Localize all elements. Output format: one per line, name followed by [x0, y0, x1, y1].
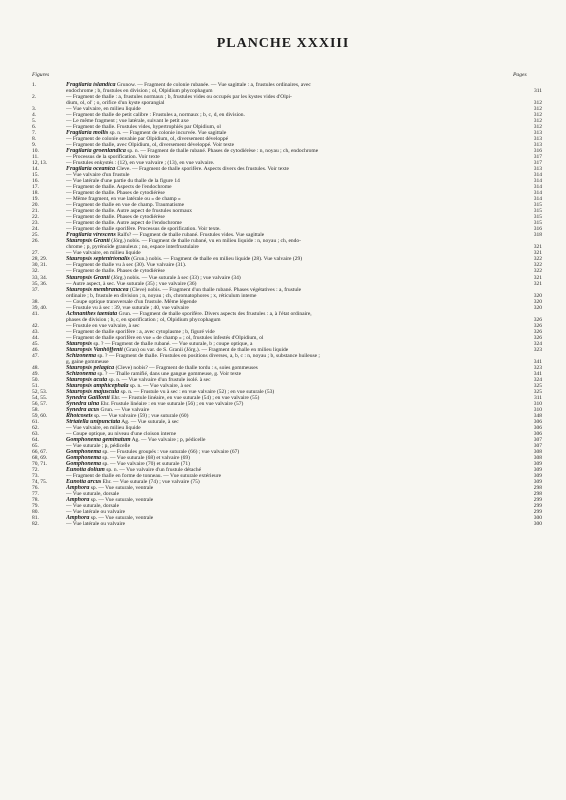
- figure-number: 51.: [32, 382, 39, 389]
- figure-number: 52, 53.: [32, 388, 48, 395]
- page-number: 315: [533, 208, 542, 215]
- figure-number: 27.: [32, 250, 39, 257]
- page-number: 310: [533, 400, 542, 407]
- page-number: 314: [533, 190, 542, 197]
- species-name: Fragilaria mollis: [66, 130, 109, 137]
- description-text: sp. — Vue valvaire (59) ; vue suturale (60): [92, 412, 189, 419]
- page-number: 298: [533, 485, 542, 492]
- description-text: — Fragment de thalle : a, frustules normaux ; b, frustules vides ou occupés par les kystes vides d'Olpi-: [66, 94, 292, 101]
- figure-number: 11.: [32, 154, 39, 161]
- page-number: 341: [533, 370, 542, 377]
- species-name: Stauropsis septentrionalis: [66, 256, 130, 263]
- description-text: — Fragment de thalle. Frustules vides, hypertrophiés par Olpidium, ol: [66, 124, 221, 131]
- page-number: 300: [533, 515, 542, 522]
- description-text: sp. — Vue suturale, ventrale: [89, 515, 154, 522]
- description-text: — Fragment de thalle en vue de champ. Traumatisme: [66, 202, 185, 209]
- page-number: 325: [533, 388, 542, 395]
- species-name: Rhoicoseis: [66, 412, 93, 419]
- figure-number: 64.: [32, 436, 39, 443]
- page-number: 313: [533, 136, 542, 143]
- figure-number: 47.: [32, 352, 39, 359]
- page-number: 308: [533, 454, 542, 461]
- description-text: Ehr. Frustule linéaire : en vue suturale (56) ; en vue valvaire (57): [99, 400, 244, 407]
- description-text: — Autre aspect, à sec. Vue suturale (35) ; vue valvaire (36): [66, 280, 197, 287]
- figure-number: 78.: [32, 497, 39, 504]
- figure-number: 35, 36.: [32, 280, 48, 287]
- description-text: — Processus de la sporification. Voir texte: [66, 154, 160, 161]
- figure-number: 4.: [32, 112, 37, 119]
- page-number: 341: [533, 358, 542, 365]
- figure-number: 73.: [32, 473, 39, 480]
- page-number: 316: [533, 148, 542, 155]
- figure-number: 18.: [32, 190, 39, 197]
- species-name: Schizonema: [66, 370, 97, 377]
- figure-number: 22.: [32, 214, 39, 221]
- description-text: — Fragment de thalle de petit calibre : Frustules a, normaux ; b, c, d, en division.: [66, 112, 245, 119]
- page-number: 306: [533, 424, 542, 431]
- page-number: 308: [533, 448, 542, 455]
- figure-number: 23.: [32, 220, 39, 227]
- species-name: Stauropsis amphicephala: [66, 382, 129, 389]
- page-number: 312: [533, 118, 542, 125]
- figure-number: 65.: [32, 442, 39, 449]
- species-name: Schizonema: [66, 352, 97, 359]
- description-text: Ehr. — Frustule linéaire, en vue suturale (54) ; en vue valvaire (55): [109, 394, 260, 401]
- description-text: — Vue valvaire, en milieu liquide: [66, 424, 141, 431]
- page-number: 322: [533, 268, 542, 275]
- page-number: 316: [533, 226, 542, 233]
- page-number: 312: [533, 124, 542, 131]
- figure-number: 70, 71.: [32, 460, 48, 467]
- description-text: Ehr. — Vue suturale (74) ; vue valvaire (75): [101, 479, 200, 486]
- description-text: — Vue valvaire, en milieu liquide: [66, 250, 141, 257]
- description-text: Grun. — Fragment de thalle sporifère. Divers aspects des frustules : a, à l'état ordinaire,: [117, 310, 312, 317]
- description-text: chrome ; p, pyrénoïde granuleux ; no, espace interfrustulaire: [66, 244, 199, 251]
- species-name: Stauropsis: [66, 340, 93, 347]
- page-number: 326: [533, 334, 542, 341]
- page-number: 299: [533, 509, 542, 516]
- figure-number: 9.: [32, 142, 37, 149]
- page-number: 348: [533, 412, 542, 419]
- figure-number: 72.: [32, 467, 39, 473]
- description-text: (Grun.) nobis. — Fragment de thalle en milieu liquide (28). Vue valvaire (29): [129, 256, 303, 263]
- page-number: 321: [533, 274, 542, 281]
- page-number: 321: [533, 250, 542, 257]
- figure-number: 80.: [32, 509, 39, 516]
- description-text: g, gaine gommeuse: [66, 358, 109, 365]
- description-text: — Fragment de thalle. Phases de cytodiérèse: [66, 268, 165, 275]
- figure-number: 42.: [32, 322, 39, 329]
- description-text: Grun. — Vue valvaire: [99, 406, 150, 413]
- page-number: 309: [533, 479, 542, 486]
- species-name: Stauropsis pelagica: [66, 364, 115, 371]
- page-number: 313: [533, 166, 542, 173]
- description-text: sp. ? — Thalle ramifié, dans une gangue gommeuse, g. Voir texte: [96, 370, 242, 377]
- description-text: — Frustules enkystés : (12), en vue valvaire ; (13), en vue valvaire.: [66, 160, 215, 167]
- figure-number: 81.: [32, 515, 39, 522]
- figure-number: 63.: [32, 430, 39, 437]
- description-text: Ag. — Vue valvaire ; p, pédicelle: [130, 436, 206, 443]
- description-text: — Fragment de thalle. Phases de cytodiérèse: [66, 190, 165, 197]
- figure-number: 8.: [32, 136, 37, 143]
- page-number: 314: [533, 184, 542, 191]
- page-number: 326: [533, 322, 542, 329]
- description-text: endochrome ; b, frustules en division ; ol, Olpidium phycophagum: [66, 88, 213, 95]
- description-text: — Fragment de thalle. Aspects de l'endochrome: [66, 184, 172, 191]
- figure-number: 66, 67.: [32, 448, 48, 455]
- page-number: 306: [533, 418, 542, 425]
- species-name: Amphora: [66, 497, 90, 504]
- page-number: 321: [533, 244, 542, 251]
- description-text: sp. — Vue suturale (68) et valvaire (69): [101, 454, 190, 461]
- legend-row: [32, 521, 542, 527]
- description-text: — Fragment de thalle sporifère en vue « de champ » ; ol, frustules infestés d'Olpidium, ol: [66, 334, 264, 341]
- page-number: 309: [533, 473, 542, 480]
- page-number: 322: [533, 256, 542, 263]
- page-number: 315: [533, 202, 542, 209]
- description-text: (Jörg.) nobis. — Fragment de thalle rubané, vu en milieu liquide : n, noyau ; ch, endo-: [109, 238, 301, 245]
- pages-column-header: Pages: [513, 72, 527, 78]
- page-number: 317: [533, 160, 542, 167]
- figure-number: 74, 75.: [32, 479, 48, 486]
- page-number: 324: [533, 340, 542, 347]
- page-number: 314: [533, 178, 542, 185]
- figure-number: 33, 34.: [32, 274, 48, 281]
- figure-number: 82.: [32, 521, 39, 528]
- description-text: (Gran) ou var. de S. Granii (Jörg.). — Fragment de thalle en milieu liquide: [122, 346, 289, 353]
- description-text: — Fragment de thalle. Phases de cytodiérèse: [66, 214, 165, 221]
- figures-column-header: Figures: [32, 72, 50, 78]
- description-text: (Jörg.) nobis. — Vue suturale à sec (33) ; vue valvaire (34): [109, 274, 241, 281]
- description-text: sp. — Vue valvaire (70) et suturale (71): [101, 460, 190, 467]
- figure-number: 7.: [32, 130, 37, 137]
- page-title: PLANCHE XXXIII: [216, 36, 350, 51]
- description-text: — Vue valvaire, en milieu liquide: [66, 106, 141, 113]
- figure-number: 77.: [32, 491, 39, 498]
- figure-number: 6.: [32, 124, 37, 131]
- description-text: ordinaire ; b, frustule en division ; n, noyau ; ch, chromatophores ; x, réticulum interne: [66, 292, 257, 299]
- page-number: 321: [533, 280, 542, 287]
- page-number: 312: [533, 106, 542, 113]
- page-number: 314: [533, 196, 542, 203]
- species-name: Synedra ulna: [66, 400, 100, 407]
- description-text: sp. n. — Vue valvaire d'un frustule détaché: [104, 467, 202, 473]
- page-number: 312: [533, 112, 542, 119]
- description-text: sp. n. — Fragment de colonie incurvée. Vue sagittale: [108, 130, 227, 137]
- figure-number: 5.: [32, 118, 37, 125]
- figure-number: 39, 40.: [32, 304, 48, 311]
- figure-number: 58.: [32, 406, 39, 413]
- page-number: 300: [533, 521, 542, 528]
- figure-number: 45.: [32, 340, 39, 347]
- page-number: 318: [533, 232, 542, 239]
- figure-number: 32.: [32, 268, 39, 275]
- description-text: sp. — Frustules groupés : vue suturale (66) ; vue valvaire (67): [101, 448, 240, 455]
- description-text: — Vue valvaire d'un frustule: [66, 172, 130, 179]
- species-name: Fragilaria virescens: [66, 232, 116, 239]
- page-number: 315: [533, 214, 542, 221]
- description-text: sp. — Vue suturale, ventrale: [89, 497, 154, 504]
- description-text: sp. ? — Fragment de thalle. Frustules en positions diverses, a, b, c : n, noyau ; b, substance huileuse ;: [96, 352, 320, 359]
- description-text: — Fragment de thalle sporifère. Processus de sporification. Voir texte.: [66, 226, 221, 233]
- figure-number: 25.: [32, 232, 39, 239]
- figure-number: 28, 29.: [32, 256, 48, 263]
- page-number: 313: [533, 142, 542, 149]
- figure-number: 59, 60.: [32, 412, 48, 419]
- figure-number: 1.: [32, 82, 37, 88]
- page-number: 299: [533, 503, 542, 510]
- page-number: 323: [533, 346, 542, 353]
- page-number: 310: [533, 406, 542, 413]
- page-number: 311: [533, 88, 542, 95]
- figure-number: 38.: [32, 298, 39, 305]
- page-number: 314: [533, 172, 542, 179]
- figure-number: 48.: [32, 364, 39, 371]
- species-name: Synedra Gaillonii: [66, 394, 110, 401]
- figure-number: 14.: [32, 166, 39, 173]
- species-name: Eunotia arcus: [66, 479, 102, 486]
- description-text: — Même fragment, en vue latérale ou « de champ »: [66, 196, 181, 203]
- description-text: Ag. — Vue suturale, à sec: [120, 418, 179, 425]
- description-text: phases de division ; b, c, en sporification ; ol, Olpidium phycophagum: [66, 316, 221, 323]
- species-name: Fragilaria groenlandica: [66, 148, 126, 155]
- figure-legend-list: [32, 82, 542, 527]
- description-text: — Fragment de thalle. Autre aspect de l'endochrome: [66, 220, 182, 227]
- figure-number: 43.: [32, 328, 39, 335]
- page-number: 322: [533, 262, 542, 269]
- page-number: 312: [533, 100, 542, 107]
- page-number: 306: [533, 430, 542, 437]
- description-text: sp. n. — Fragment de thalle rubané. Phases de cytodiérèse : n, noyau ; ch, endochrome: [125, 148, 319, 155]
- figure-number: 37.: [32, 286, 39, 293]
- description-text: — Fragment de thalle sporifère : a, avec cytoplasme ; b, figuré vide: [66, 328, 215, 335]
- figure-number: 16.: [32, 178, 39, 185]
- figure-number: 21.: [32, 208, 39, 215]
- description-text: Ralfs? — Fragment de thalle rubané. Frustules vides. Vue sagittale: [115, 232, 265, 239]
- figure-number: 44.: [32, 334, 39, 341]
- description-text: — Fragment de colonie envahie par Olpidium, ol, diversement développé: [66, 136, 229, 143]
- description-text: — Frustule en vue valvaire, à sec: [66, 322, 140, 329]
- page-number: 298: [533, 491, 542, 498]
- page-number: 309: [533, 467, 542, 473]
- species-name: Stauropsis Granii: [66, 238, 110, 245]
- description-text: sp. n. — Vue valvaire d'un frustule isolé. à sec: [107, 376, 211, 383]
- species-name: Amphora: [66, 515, 90, 522]
- description-text: sp. ? — Fragment de thalle rubané. — Vue suturale, b ; coupe optique, a: [92, 340, 253, 347]
- figure-number: 79.: [32, 503, 39, 510]
- description-text: — Frustule vu à sec : 39, vue suturale ; 40, vue valvaire: [66, 304, 189, 311]
- description-text: — Vue latérale ou valvaire: [66, 521, 126, 528]
- figure-number: 76.: [32, 485, 39, 492]
- page-number: 307: [533, 442, 542, 449]
- species-name: Gomphonema geminatum: [66, 436, 131, 443]
- species-name: Stauropsis Granii: [66, 274, 110, 281]
- description-text: dium, ol, ol' ; o, orifice d'un kyste sporangial: [66, 100, 165, 107]
- figure-number: 20.: [32, 202, 39, 209]
- figure-number: 61.: [32, 418, 39, 425]
- species-name: Eunotia dolium: [66, 467, 105, 473]
- species-name: Fragilaria islandica: [66, 82, 116, 88]
- page-number: 326: [533, 328, 542, 335]
- species-name: Gomphonema: [66, 448, 102, 455]
- figure-number: 3.: [32, 106, 37, 113]
- figure-number: 17.: [32, 184, 39, 191]
- page-number: 313: [533, 130, 542, 137]
- description-text: — Coupe optique transversale d'un frustule. Même légende: [66, 298, 197, 305]
- description-text: sp. n. — Vue valvaire, à sec: [128, 382, 192, 389]
- figure-number: 2.: [32, 94, 37, 101]
- species-name: Amphora: [66, 485, 90, 492]
- page-number: 309: [533, 460, 542, 467]
- page-number: 323: [533, 364, 542, 371]
- figure-number: 49.: [32, 370, 39, 377]
- page-number: 325: [533, 382, 542, 389]
- species-name: Gomphonema: [66, 460, 102, 467]
- description-text: Grunow. — Fragment de colonie rubanée. — Vue sagittale : a, frustules ordinaires, avec: [115, 82, 311, 88]
- page-number: 317: [533, 154, 542, 161]
- species-name: Stauropsis membranacea: [66, 286, 129, 293]
- species-name: Stauropsis Vanhöffenii: [66, 346, 123, 353]
- description-text: — Vue latérale d'une partie du thalle de la figure 14: [66, 178, 180, 185]
- figure-number: 30, 31.: [32, 262, 48, 269]
- description-text: — Fragment de thalle vu à sec (30). Vue valvaire (31).: [66, 262, 187, 269]
- description-text: Cleve. — Fragment de thalle sporifère. Aspects divers des frustules. Voir texte: [115, 166, 289, 173]
- description-text: — Vue latérale ou valvaire: [66, 509, 126, 516]
- species-name: Gomphonema: [66, 454, 102, 461]
- description-text: — Fragment de thalle en forme de tonneau. — Vue suturale extérieure: [66, 473, 222, 480]
- description-text: (Cleve) nobis? — Fragment de thalle tordu : s, soies gommeuses: [114, 364, 258, 371]
- page-number: 315: [533, 220, 542, 227]
- figure-number: 50.: [32, 376, 39, 383]
- figure-number: 62.: [32, 424, 39, 431]
- description-text: — Vue suturale, dorsale: [66, 491, 120, 498]
- figure-number: 46.: [32, 346, 39, 353]
- figure-number: 54, 55.: [32, 394, 48, 401]
- description-text: (Cleve) nobis. — Fragment d'un thalle rubané. Phases végétatives : a, frustule: [128, 286, 302, 293]
- description-text: — Fragment de thalle, avec Olpidium, ol, diversement développé. Voir texte: [66, 142, 235, 149]
- figure-number: 26.: [32, 238, 39, 245]
- description-text: — Coupe optique, au niveau d'une cloison interne: [66, 430, 177, 437]
- description-text: sp. — Vue suturale, ventrale: [89, 485, 154, 492]
- page-number: 320: [533, 292, 542, 299]
- species-name: Fragilaria oceanica: [66, 166, 116, 173]
- description-text: — Le même fragment ; vue latérale, suivant le petit axe: [66, 118, 189, 125]
- page-number: 326: [533, 316, 542, 323]
- page-number: 320: [533, 304, 542, 311]
- description-text: sp. n. — Frustule vu à sec : en vue valvaire (52) ; en vue suturale (53): [119, 388, 275, 395]
- figure-number: 19.: [32, 196, 39, 203]
- page-number: 299: [533, 497, 542, 504]
- figure-description: [66, 521, 514, 527]
- figure-number: 56, 57.: [32, 400, 48, 407]
- figure-number: 15.: [32, 172, 39, 179]
- figure-number: 68, 69.: [32, 454, 48, 461]
- description-text: — Fragment de thalle. Autre aspect de frustules normaux: [66, 208, 193, 215]
- figure-number: 41.: [32, 310, 39, 317]
- page-number: 311: [533, 394, 542, 401]
- page-number: 324: [533, 376, 542, 383]
- species-name: Stauropsis acuta: [66, 376, 108, 383]
- species-name: Synedra acus: [66, 406, 100, 413]
- figure-number: 10.: [32, 148, 39, 155]
- species-name: Striatella unipunctata: [66, 418, 121, 425]
- description-text: — Vue suturale ; p, pédicelle: [66, 442, 131, 449]
- page-number: 307: [533, 436, 542, 443]
- figure-number: 24.: [32, 226, 39, 233]
- page-number: 320: [533, 298, 542, 305]
- figure-number: 12, 13.: [32, 160, 48, 167]
- species-name: Stauropsis majuscula: [66, 388, 120, 395]
- description-text: — Vue suturale, dorsale: [66, 503, 120, 510]
- species-name: Achnanthes taeniata: [66, 310, 118, 317]
